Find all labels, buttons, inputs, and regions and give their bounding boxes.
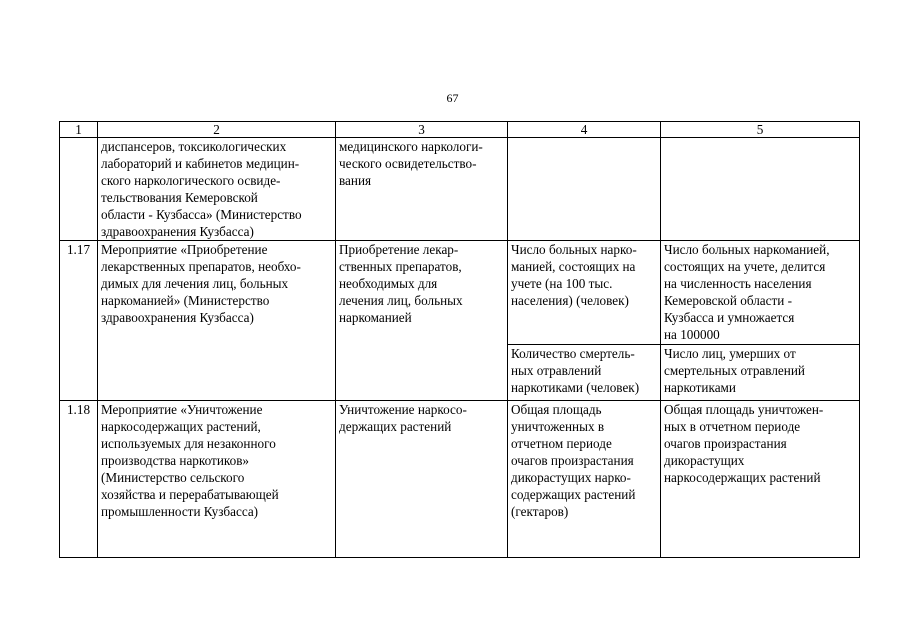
method-1-17-a: Число больных наркоманией, состоящих на учете, делится на численность населения Кемеровской области - Кузбасса и умножается на 100000	[661, 241, 860, 345]
table-row-1-17	[60, 241, 860, 345]
column-header-3: 3	[336, 122, 508, 138]
continuation-goal-cell: медицинского наркологи- ческого освидетельство- вания	[336, 138, 508, 241]
continuation-method-cell	[661, 138, 860, 241]
goal-1-18: Уничтожение наркосо- держащих растений	[336, 401, 508, 558]
method-1-18: Общая площадь уничтожен- ных в отчетном периоде очагов произрастания дикорастущих наркосодержащих растений	[661, 401, 860, 558]
indicator-1-18: Общая площадь уничтоженных в отчетном периоде очагов произрастания дикорастущих нарко- содержащих растений (гектаров)	[508, 401, 661, 558]
row-number-1-17: 1.17	[60, 241, 98, 401]
continuation-measure-cell: диспансеров, токсикологических лабораторий и кабинетов медицин- ского наркологического освиде- тельствования Кемеровской области - Кузбасса» (Министерство здравоохранения Кузбасса)	[98, 138, 336, 241]
measure-1-17: Мероприятие «Приобретение лекарственных препаратов, необхо- димых для лечения лиц, больных наркоманией» (Министерство здравоохранения Кузбасса)	[98, 241, 336, 401]
continuation-indicator-cell	[508, 138, 661, 241]
table-row-1-18	[60, 401, 860, 558]
row-number-1-18: 1.18	[60, 401, 98, 558]
method-1-17-b: Число лиц, умерших от смертельных отравлений наркотиками	[661, 345, 860, 401]
column-header-4: 4	[508, 122, 661, 138]
indicator-1-17-a: Число больных нарко- манией, состоящих на учете (на 100 тыс. населения) (человек)	[508, 241, 661, 345]
column-header-5: 5	[661, 122, 860, 138]
page-number: 67	[446, 91, 459, 105]
column-header-2: 2	[98, 122, 336, 138]
column-header-1: 1	[60, 122, 98, 138]
indicator-1-17-b: Количество смертель- ных отравлений наркотиками (человек)	[508, 345, 661, 401]
table-row-continuation	[60, 138, 860, 241]
table-header-row	[60, 122, 860, 138]
goal-1-17: Приобретение лекар- ственных препаратов, необходимых для лечения лиц, больных наркоманией	[336, 241, 508, 401]
measure-1-18: Мероприятие «Уничтожение наркосодержащих растений, используемых для незаконного производства наркотиков» (Министерство сельского хозяйства и перерабатывающей промышленности Кузбасса)	[98, 401, 336, 558]
measures-table	[59, 121, 860, 558]
continuation-num-cell	[60, 138, 98, 241]
